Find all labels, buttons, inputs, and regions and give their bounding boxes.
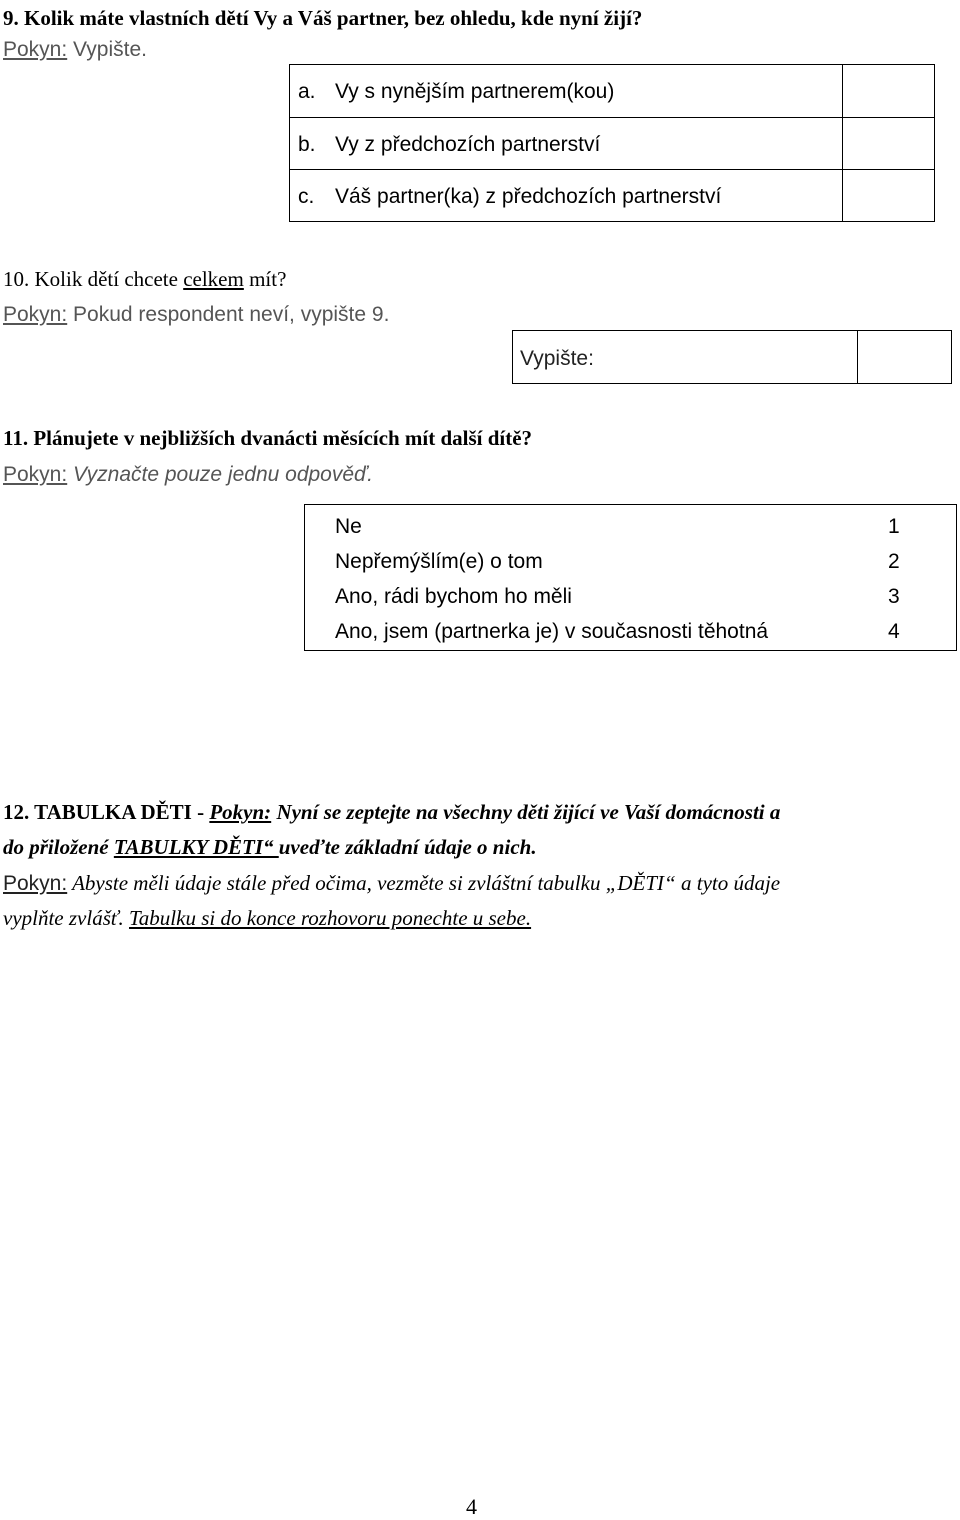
q11-pokyn-text: Vyznačte pouze jednu odpověď.	[67, 463, 373, 486]
q9-row-letter: a.	[298, 80, 316, 103]
q11-option-label[interactable]: Ano, rádi bychom ho měli	[335, 585, 572, 608]
q11-instruction	[3, 463, 373, 487]
q9-answer-table	[289, 64, 935, 222]
q9-row-c	[290, 169, 934, 222]
q12-line1-text: Nyní se zeptejte na všechny děti žijící ve Vaší domácnosti a	[271, 800, 781, 824]
q9-row-b	[290, 117, 934, 170]
q9-row-letter: b.	[298, 133, 316, 156]
q11-options-box	[304, 504, 957, 651]
q12-line3-text: Abyste měli údaje stále před očima, vezměte si zvláštní tabulku „DĚTI“ a tyto údaje	[67, 871, 781, 895]
q10-title-prefix: 10. Kolik dětí chcete	[3, 267, 184, 291]
q10-title	[3, 267, 286, 292]
q9-pokyn-text: Vypište.	[67, 38, 147, 61]
q10-pokyn-label: Pokyn:	[3, 303, 68, 326]
page-number: 4	[466, 1494, 477, 1519]
q10-answer-table	[512, 330, 952, 384]
q9-answer-box-c[interactable]	[842, 170, 934, 222]
q9-row-label: Váš partner(ka) z předchozích partnerství	[335, 185, 722, 208]
q12-line4-underlined: Tabulku si do konce rozhovoru ponechte u sebe.	[129, 906, 532, 930]
q9-pokyn-label: Pokyn:	[3, 38, 68, 61]
q11-option-code: 2	[888, 550, 900, 573]
q11-option-code: 1	[888, 515, 900, 538]
q10-answer-box[interactable]	[857, 331, 951, 383]
q9-row-label: Vy s nynějším partnerem(kou)	[335, 80, 615, 103]
q12-pokyn-label: Pokyn:	[209, 800, 272, 824]
q9-instruction	[3, 38, 147, 62]
q10-field-label: Vypište:	[520, 347, 594, 370]
q9-answer-box-b[interactable]	[842, 118, 934, 170]
q12-line-2	[3, 835, 537, 860]
q9-row-a	[290, 65, 934, 117]
q11-title: 11. Plánujete v nejbližších dvanácti měsících mít další dítě?	[3, 426, 533, 450]
q11-option-label[interactable]: Ano, jsem (partnerka je) v současnosti těhotná	[335, 620, 769, 643]
q11-option-label[interactable]: Nepřemýšlím(e) o tom	[335, 550, 543, 573]
q11-option-code: 4	[888, 620, 900, 643]
q9-title: 9. Kolik máte vlastních dětí Vy a Váš partner, bez ohledu, kde nyní žijí?	[3, 6, 643, 30]
q9-row-letter: c.	[298, 185, 315, 208]
q9-row-label: Vy z předchozích partnerství	[335, 133, 601, 156]
q10-pokyn-text: Pokud respondent neví, vypište 9.	[67, 303, 390, 326]
q10-title-suffix: mít?	[243, 267, 287, 291]
q12-line4-text: vyplňte zvlášť.	[3, 906, 130, 930]
q12-pokyn-label-2: Pokyn:	[3, 872, 68, 895]
q11-option-label[interactable]: Ne	[335, 515, 362, 538]
q12-line-3	[3, 871, 780, 896]
q12-line2-prefix: do přiložené	[3, 835, 114, 859]
q12-line2-underlined: TABULKY DĚTI“	[113, 835, 279, 859]
q12-line-4	[3, 906, 531, 931]
q9-answer-box-a[interactable]	[842, 65, 934, 117]
q12-line-1	[3, 800, 780, 825]
q11-pokyn-label: Pokyn:	[3, 463, 68, 486]
q11-option-code: 3	[888, 585, 900, 608]
q12-title: 12. TABULKA DĚTI -	[3, 800, 210, 824]
q10-instruction	[3, 303, 389, 327]
q10-title-underlined: celkem	[183, 267, 244, 291]
q12-line2-suffix: uveďte základní údaje o nich.	[278, 835, 537, 859]
